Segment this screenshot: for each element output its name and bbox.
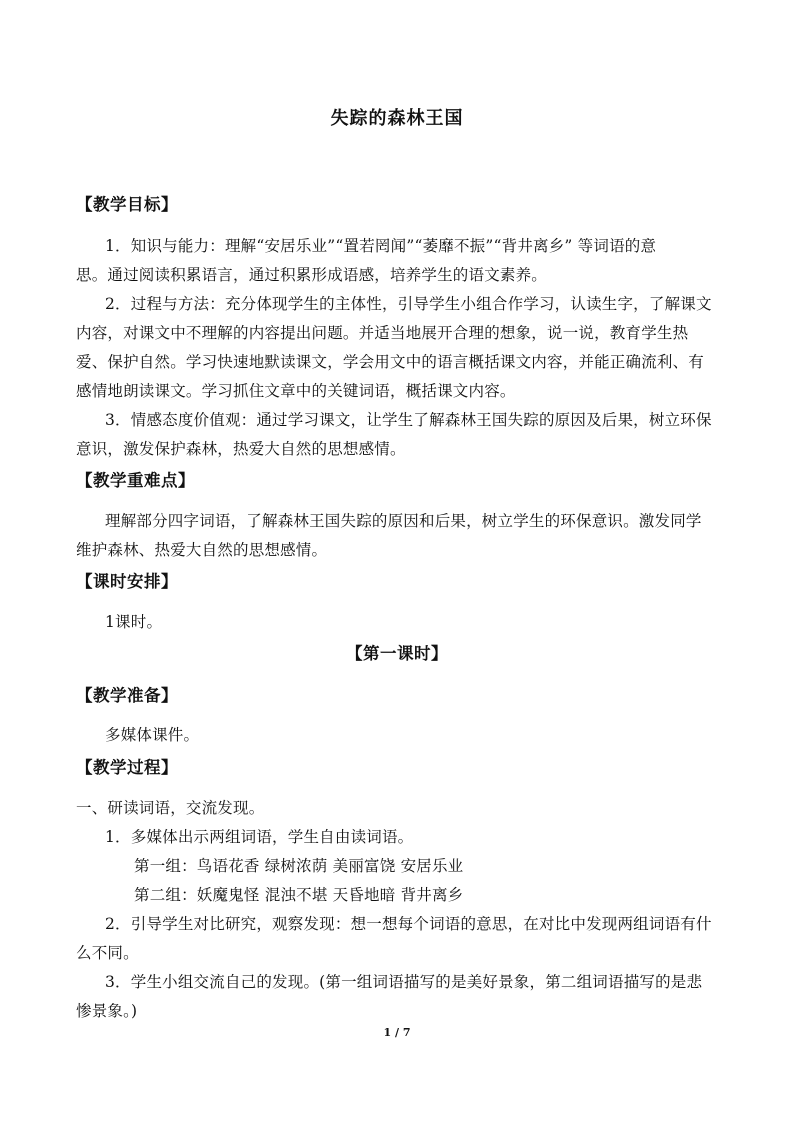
objectives-p2-line1: 2．过程与方法：充分体现学生的主体性，引导学生小组合作学习，认读生字，了解课文 (105, 295, 712, 313)
process-s2-line2: 么不同。 (76, 944, 139, 962)
heading-lesson1: 【第一课时】 (346, 644, 448, 663)
heading-schedule: 【课时安排】 (76, 572, 178, 591)
process-group1: 第一组：鸟语花香 绿树浓荫 美丽富饶 安居乐业 (134, 857, 464, 875)
heading-process: 【教学过程】 (76, 758, 178, 777)
objectives-p2-line4: 感情地朗读课文。学习抓住文章中的关键词语，概括课文内容。 (76, 382, 516, 400)
process-s2-line1: 2．引导学生对比研究，观察发现：想一想每个词语的意思，在对比中发现两组词语有什 (105, 915, 712, 933)
objectives-p2-line3: 爱、保护自然。学习快速地默读课文，学会用文中的语言概括课文内容，并能正确流利、有 (76, 353, 705, 371)
objectives-p1-line2: 思。通过阅读积累语言，通过积累形成语感，培养学生的语文素养。 (76, 266, 548, 284)
heading-preparation: 【教学准备】 (76, 686, 178, 705)
objectives-p3-line2: 意识，激发保护森林，热爱大自然的思想感情。 (76, 440, 406, 458)
objectives-p3-line1: 3．情感态度价值观：通过学习课文，让学生了解森林王国失踪的原因及后果，树立环保 (105, 411, 712, 429)
process-s3-line1: 3．学生小组交流自己的发现。(第一组词语描写的是美好景象，第二组词语描写的是悲 (105, 973, 703, 991)
preparation-text: 多媒体课件。 (105, 726, 200, 744)
schedule-text: 1课时。 (105, 613, 163, 631)
key-points-line1: 理解部分四字词语，了解森林王国失踪的原因和后果，树立学生的环保意识。激发同学 (105, 512, 702, 530)
process-s3-line2: 惨景象。) (76, 1002, 138, 1020)
objectives-p2-line2: 内容，对课文中不理解的内容提出问题。并适当地展开合理的想象，说一说，教育学生热 (76, 324, 689, 342)
page-title: 失踪的森林王国 (330, 108, 464, 129)
page-number: 1 / 7 (383, 1026, 411, 1039)
process-step1: 一、研读词语，交流发现。 (76, 799, 265, 817)
objectives-p1-line1: 1．知识与能力：理解“安居乐业”“置若罔闻”“萎靡不振”“背井离乡” 等词语的意 (105, 237, 657, 255)
heading-key-points: 【教学重难点】 (76, 471, 195, 490)
process-group2: 第二组：妖魔鬼怪 混浊不堪 天昏地暗 背井离乡 (134, 886, 464, 904)
key-points-line2: 维护森林、热爱大自然的思想感情。 (76, 541, 328, 559)
process-s1: 1．多媒体出示两组词语，学生自由读词语。 (105, 828, 414, 846)
heading-objectives: 【教学目标】 (76, 195, 178, 214)
